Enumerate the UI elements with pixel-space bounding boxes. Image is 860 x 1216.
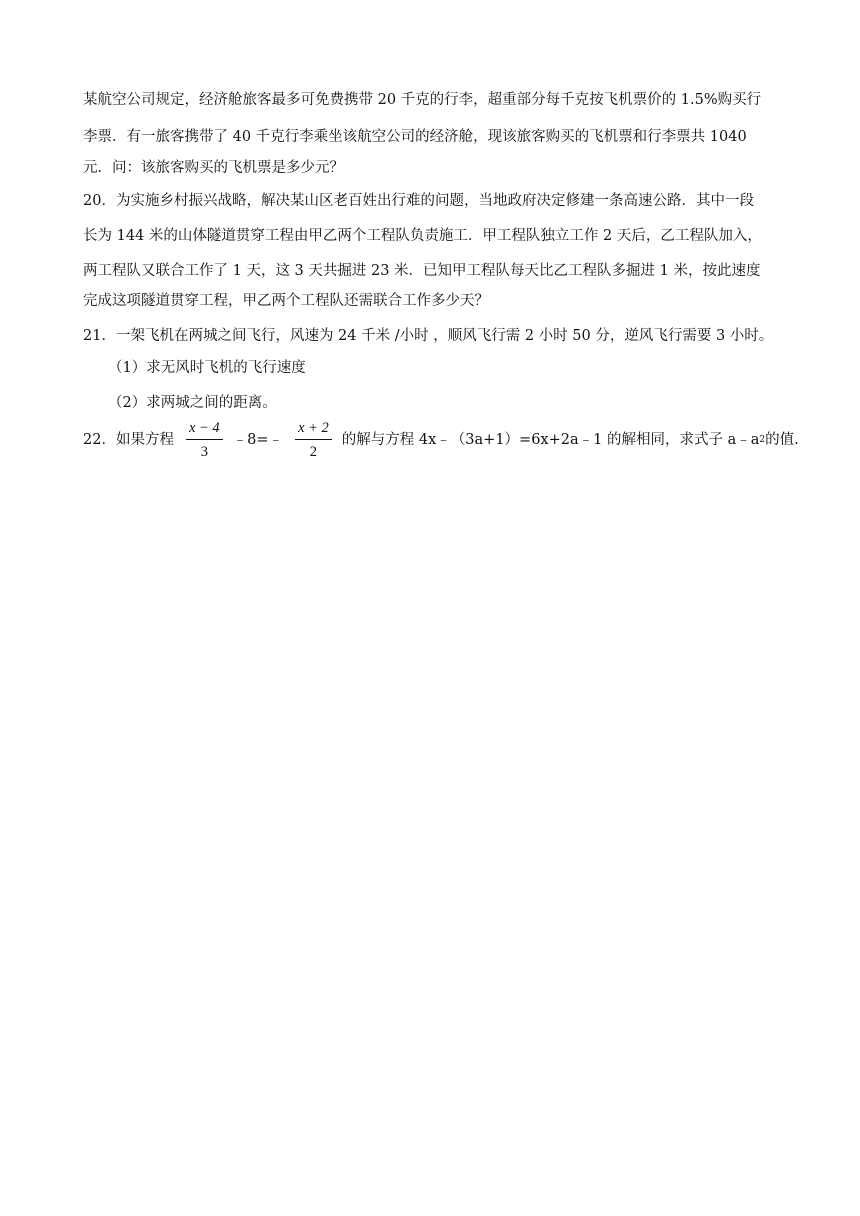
q19-line-1: 某航空公司规定，经济舱旅客最多可免费携带 20 千克的行李，超重部分每千克按飞机票价的 1.5%购买行 — [83, 92, 762, 108]
q22-middle: ﹣8=﹣ — [232, 432, 284, 448]
fraction-1 — [186, 420, 223, 460]
q22-prefix: 22．如果方程 — [83, 432, 174, 448]
q22-superscript: 2 — [759, 435, 766, 445]
q20-line-1: 20．为实施乡村振兴战略，解决某山区老百姓出行难的问题，当地政府决定修建一条高速公路．其中一段 — [83, 193, 754, 209]
q22-suffix: 的解与方程 4x﹣（3a+1）=6x+2a﹣1 的解相同，求式子 a﹣a — [341, 432, 760, 448]
fraction-1-denominator: 3 — [200, 444, 208, 460]
q20-line-3: 两工程队又联合工作了 1 天，这 3 天共掘进 23 米．已知甲工程队每天比乙工程队多掘进 1 米，按此速度 — [83, 263, 761, 279]
q21-part-1: （1）求无风时飞机的飞行速度 — [108, 360, 306, 376]
q19-line-3: 元．问：该旅客购买的飞机票是多少元？ — [83, 160, 344, 176]
q21-stem: 21．一架飞机在两城之间飞行，风速为 24 千米 /小时 ，顺风飞行需 2 小时 50 分，逆风飞行需要 3 小时。 — [83, 328, 774, 344]
q22-line — [83, 420, 799, 460]
fraction-1-numerator: x − 4 — [188, 420, 220, 436]
q19-line-2: 李票．有一旅客携带了 40 千克行李乘坐该航空公司的经济舱，现该旅客购买的飞机票和行李票共 1040 — [83, 129, 747, 145]
q20-line-4: 完成这项隧道贯穿工程，甲乙两个工程队还需联合工作多少天？ — [83, 293, 489, 309]
fraction-2-numerator: x + 2 — [298, 420, 329, 436]
fraction-2-denominator: 2 — [309, 444, 318, 460]
q21-part-2: （2）求两城之间的距离。 — [108, 395, 277, 411]
q22-end: 的值. — [765, 432, 799, 448]
fraction-2 — [295, 420, 332, 460]
q20-line-2: 长为 144 米的山体隧道贯穿工程由甲乙两个工程队负责施工．甲工程队独立工作 2 天后，乙工程队加入， — [83, 228, 762, 244]
